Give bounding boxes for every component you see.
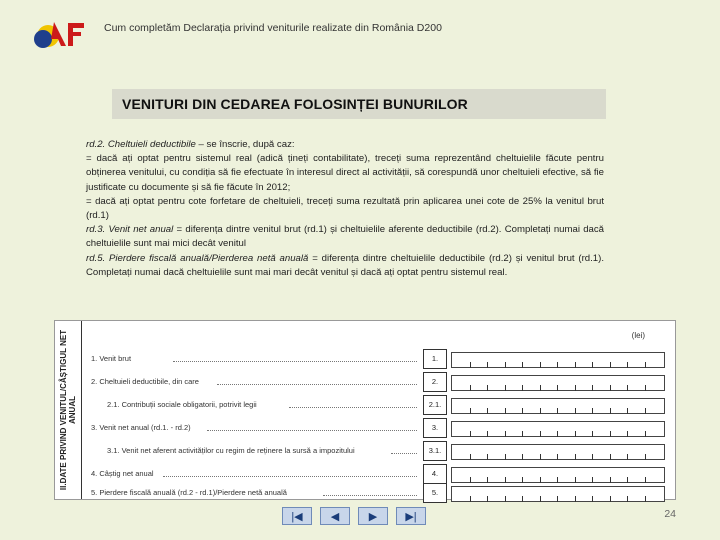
row-label: 2.1. Contribuții sociale obligatorii, potrivit legii bbox=[107, 400, 257, 409]
digit-separator bbox=[575, 431, 576, 437]
digit-separator bbox=[610, 454, 611, 460]
digit-separator bbox=[610, 408, 611, 414]
digit-separator bbox=[487, 454, 488, 460]
digit-separator bbox=[522, 362, 523, 368]
explanation-text bbox=[86, 138, 604, 280]
digit-separator bbox=[487, 477, 488, 483]
rd2-text: – se înscrie, după caz: bbox=[195, 139, 295, 150]
digit-separator bbox=[487, 362, 488, 368]
digit-separator bbox=[470, 408, 471, 414]
digit-separator bbox=[470, 477, 471, 483]
digit-separator bbox=[575, 408, 576, 414]
digit-separator bbox=[487, 408, 488, 414]
digit-separator bbox=[592, 362, 593, 368]
digit-separator bbox=[470, 385, 471, 391]
digit-separator bbox=[645, 477, 646, 483]
row-number: 3. bbox=[423, 418, 447, 438]
digit-separator bbox=[522, 477, 523, 483]
rd2-label: rd.2. Cheltuieli deductibile bbox=[86, 139, 196, 150]
digit-separator bbox=[487, 385, 488, 391]
digit-separator bbox=[610, 496, 611, 502]
form-side-panel bbox=[55, 321, 82, 499]
form-row bbox=[91, 374, 663, 390]
digit-separator bbox=[540, 385, 541, 391]
digit-separator bbox=[540, 454, 541, 460]
digit-separator bbox=[505, 496, 506, 502]
digit-separator bbox=[592, 454, 593, 460]
section-bar bbox=[112, 89, 606, 119]
next-slide-button[interactable] bbox=[358, 507, 388, 525]
form-side-label bbox=[59, 322, 77, 498]
form-row bbox=[91, 351, 663, 367]
first-slide-button[interactable] bbox=[282, 507, 312, 525]
row-label: 1. Venit brut bbox=[91, 354, 132, 363]
row-number: 3.1. bbox=[423, 441, 447, 461]
digit-separator bbox=[505, 408, 506, 414]
digit-separator bbox=[505, 454, 506, 460]
form-row bbox=[91, 443, 663, 459]
digit-separator bbox=[540, 362, 541, 368]
digit-separator bbox=[645, 496, 646, 502]
row-number: 2. bbox=[423, 372, 447, 392]
row-number: 2.1. bbox=[423, 395, 447, 415]
digit-separator bbox=[540, 408, 541, 414]
digit-separator bbox=[505, 477, 506, 483]
last-slide-icon: ▶| bbox=[405, 510, 417, 523]
rd3-label: rd.3. Venit net anual bbox=[86, 224, 174, 236]
digit-separator bbox=[522, 496, 523, 502]
rd3-text: = diferența dintre venitul brut (rd.1) și cheltuielile aferente deductibile (rd.2). Completați numai dacă cheltuielile sunt mai mici decât venitul bbox=[86, 224, 604, 250]
digit-separator bbox=[627, 408, 628, 414]
digit-separator bbox=[540, 431, 541, 437]
first-slide-icon: |◀ bbox=[291, 510, 303, 523]
row-label: 3. Venit net anual (rd.1. - rd.2) bbox=[91, 423, 191, 432]
paragraph-rd2 bbox=[86, 138, 604, 152]
digit-separator bbox=[557, 362, 558, 368]
row-label: 3.1. Venit net aferent activităților cu regim de reținere la sursă a impozitului bbox=[107, 446, 355, 455]
digit-separator bbox=[505, 385, 506, 391]
digit-separator bbox=[627, 431, 628, 437]
form-side-label-line1: II.DATE PRIVIND VENITUL/CÂȘTIGUL NET bbox=[59, 329, 68, 491]
digit-separator bbox=[470, 362, 471, 368]
digit-separator bbox=[627, 362, 628, 368]
digit-separator bbox=[557, 408, 558, 414]
previous-slide-button[interactable] bbox=[320, 507, 350, 525]
digit-separator bbox=[592, 477, 593, 483]
digit-separator bbox=[522, 385, 523, 391]
row-label: 5. Pierdere fiscală anuală (rd.2 - rd.1)/Pierdere netă anuală bbox=[91, 488, 287, 497]
digit-separator bbox=[575, 385, 576, 391]
digit-separator bbox=[592, 385, 593, 391]
section-title: VENITURI DIN CEDAREA FOLOSINȚEI BUNURILOR bbox=[122, 96, 468, 112]
page-number: 24 bbox=[664, 508, 676, 520]
digit-separator bbox=[505, 431, 506, 437]
digit-separator bbox=[610, 431, 611, 437]
form-side-label-line2: ANUAL bbox=[68, 396, 77, 424]
dotted-leader bbox=[163, 476, 417, 477]
paragraph-rd3 bbox=[86, 223, 604, 251]
paragraph-real-system: = dacă ați optat pentru sistemul real (adică țineți contabilitate), treceți suma reprezentând cheltuielile făcute pentru obținerea venitului, cu condiția să fie efectuate în interesul direct al activității, să corespundă unor cheltuieli efective, să fie justificate cu documente și să fie făcute în 2012; bbox=[86, 153, 604, 193]
row-number: 5. bbox=[423, 483, 447, 503]
digit-separator bbox=[487, 496, 488, 502]
row-number: 4. bbox=[423, 464, 447, 484]
digit-separator bbox=[610, 385, 611, 391]
digit-separator bbox=[505, 362, 506, 368]
digit-separator bbox=[470, 431, 471, 437]
digit-separator bbox=[645, 454, 646, 460]
dotted-leader bbox=[173, 361, 417, 362]
dotted-leader bbox=[289, 407, 417, 408]
digit-separator bbox=[645, 385, 646, 391]
digit-separator bbox=[540, 496, 541, 502]
digit-separator bbox=[557, 431, 558, 437]
previous-slide-icon: ◀ bbox=[330, 510, 340, 523]
form-row bbox=[91, 466, 663, 482]
amount-field bbox=[451, 486, 665, 502]
header-title: Cum completăm Declarația privind veniturile realizate din România D200 bbox=[104, 22, 442, 34]
rd5-text: = diferența dintre cheltuielile deductibile (rd.2) și venitul brut (rd.1). Completați numai dacă cheltuielile sunt mai mari decât venitul și dacă ați optat pentru sistemul real. bbox=[86, 252, 604, 278]
dotted-leader bbox=[391, 453, 417, 454]
digit-separator bbox=[540, 477, 541, 483]
digit-separator bbox=[522, 408, 523, 414]
amount-field bbox=[451, 421, 665, 437]
digit-separator bbox=[592, 431, 593, 437]
digit-separator bbox=[627, 496, 628, 502]
paragraph-rd5 bbox=[86, 252, 604, 280]
row-number: 1. bbox=[423, 349, 447, 369]
digit-separator bbox=[627, 454, 628, 460]
digit-separator bbox=[557, 385, 558, 391]
amount-field bbox=[451, 444, 665, 460]
dotted-leader bbox=[217, 384, 417, 385]
row-label: 2. Cheltuieli deductibile, din care bbox=[91, 377, 199, 386]
dotted-leader bbox=[207, 430, 417, 431]
digit-separator bbox=[627, 385, 628, 391]
digit-separator bbox=[575, 496, 576, 502]
amount-field bbox=[451, 352, 665, 368]
form-row bbox=[91, 485, 663, 501]
digit-separator bbox=[627, 477, 628, 483]
digit-separator bbox=[557, 496, 558, 502]
digit-separator bbox=[487, 431, 488, 437]
digit-separator bbox=[557, 454, 558, 460]
digit-separator bbox=[470, 496, 471, 502]
next-slide-icon: ▶ bbox=[368, 510, 378, 523]
digit-separator bbox=[522, 431, 523, 437]
form-row bbox=[91, 420, 663, 436]
digit-separator bbox=[645, 362, 646, 368]
digit-separator bbox=[610, 477, 611, 483]
digit-separator bbox=[592, 408, 593, 414]
paragraph-flat-rate: = dacă ați optat pentru cote forfetare de cheltuieli, treceți suma rezultată prin aplicarea unei cote de 25% la venitul brut (rd.1) bbox=[86, 195, 604, 222]
last-slide-button[interactable] bbox=[396, 507, 426, 525]
digit-separator bbox=[645, 431, 646, 437]
digit-separator bbox=[575, 362, 576, 368]
row-label: 4. Câștig net anual bbox=[91, 469, 154, 478]
digit-separator bbox=[575, 454, 576, 460]
rd5-label: rd.5. Pierdere fiscală anuală/Pierderea netă anuală bbox=[86, 252, 309, 264]
amount-field bbox=[451, 467, 665, 483]
form-image bbox=[54, 320, 676, 500]
digit-separator bbox=[470, 454, 471, 460]
unit-label: (lei) bbox=[631, 331, 645, 340]
digit-separator bbox=[522, 454, 523, 460]
amount-field bbox=[451, 398, 665, 414]
form-row bbox=[91, 397, 663, 413]
digit-separator bbox=[575, 477, 576, 483]
amount-field bbox=[451, 375, 665, 391]
digit-separator bbox=[592, 496, 593, 502]
digit-separator bbox=[645, 408, 646, 414]
digit-separator bbox=[610, 362, 611, 368]
dotted-leader bbox=[323, 495, 417, 496]
anaf-logo bbox=[32, 18, 94, 50]
digit-separator bbox=[557, 477, 558, 483]
